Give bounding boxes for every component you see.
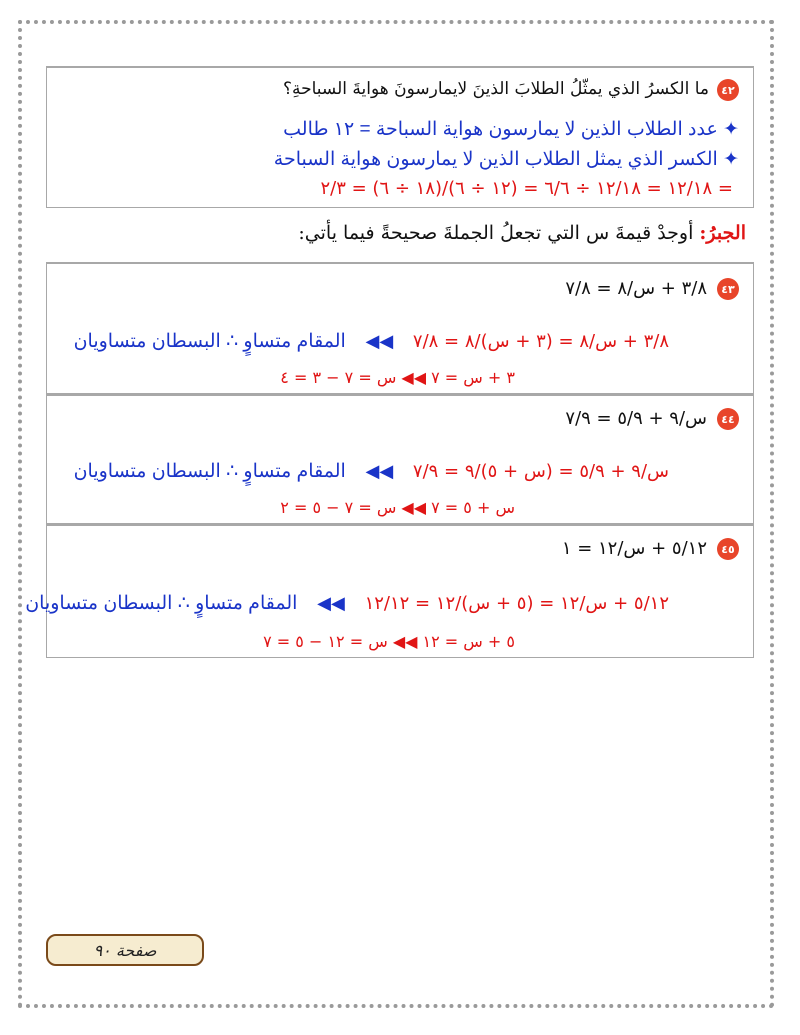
question-43-equation: ٣/٨ + س/٨ = ٧/٨	[565, 278, 707, 299]
question-45-number: ٤٥	[717, 538, 739, 560]
question-45-work-row	[25, 592, 669, 615]
question-42-number: ٤٢	[717, 79, 739, 101]
algebra-section-title	[298, 222, 746, 244]
question-44-work-row	[74, 460, 669, 483]
double-arrow-icon: ◀◀	[317, 593, 345, 614]
question-43-work: ٣/٨ + س/٨ = (٣ + س)/٨ = ٧/٨	[412, 331, 669, 352]
question-45-result: ٥ + س = ١٢ ◀◀ س = ١٢ − ٥ = ٧	[263, 632, 515, 651]
question-44-number: ٤٤	[717, 408, 739, 430]
question-44-result: س + ٥ = ٧ ◀◀ س = ٧ − ٥ = ٢	[280, 498, 515, 517]
page-number-label: صفحة ٩٠	[46, 934, 204, 966]
question-43-box	[46, 262, 754, 394]
question-44-box	[46, 394, 754, 524]
question-45-note: المقام متساوٍ ∴ البسطان متساويان	[25, 593, 298, 614]
answer-line-2: ✦ الكسر الذي يمثل الطلاب الذين لا يمارسون هواية السباحة	[273, 149, 739, 170]
question-45-work: ٥/١٢ + س/١٢ = (٥ + س)/١٢ = ١٢/١٢	[364, 593, 669, 614]
question-43-note: المقام متساوٍ ∴ البسطان متساويان	[73, 331, 346, 352]
double-arrow-icon: ◀◀	[365, 461, 394, 482]
double-arrow-icon: ◀◀	[365, 331, 394, 352]
algebra-label: الجبرُ:	[699, 222, 746, 244]
question-43-work-row	[74, 330, 669, 353]
fraction-simplification: = ١٢/١٨ = ١٢/١٨ ÷ ٦/٦ = (١٢ ÷ ٦)/(١٨ ÷ ٦) = ٢/٣	[320, 178, 733, 199]
question-44-equation: س/٩ + ٥/٩ = ٧/٩	[565, 408, 707, 429]
question-43-result: ٣ + س = ٧ ◀◀ س = ٧ − ٣ = ٤	[280, 368, 515, 387]
question-44-note: المقام متساوٍ ∴ البسطان متساويان	[73, 461, 346, 482]
star-bullet-icon: ✦	[723, 149, 739, 170]
question-45-box	[25, 524, 754, 658]
question-44-work: س/٩ + ٥/٩ = (س + ٥)/٩ = ٧/٩	[412, 461, 669, 482]
question-42-text: ما الكسرُ الذي يمثّلُ الطلابَ الذينَ لايمارسونَ هوايةَ السباحةِ؟	[282, 79, 709, 99]
question-43-number: ٤٣	[717, 278, 739, 300]
question-42-box	[46, 66, 754, 208]
answer-line-1: ✦ عدد الطلاب الذين لا يمارسون هواية السباحة = ١٢ طالب	[283, 119, 739, 140]
question-45-equation: ٥/١٢ + س/١٢ = ١	[561, 538, 707, 559]
star-bullet-icon: ✦	[723, 119, 739, 140]
algebra-instruction: أوجدْ قيمةَ س التي تجعلُ الجملةَ صحيحةً فيما يأتي:	[298, 222, 694, 244]
